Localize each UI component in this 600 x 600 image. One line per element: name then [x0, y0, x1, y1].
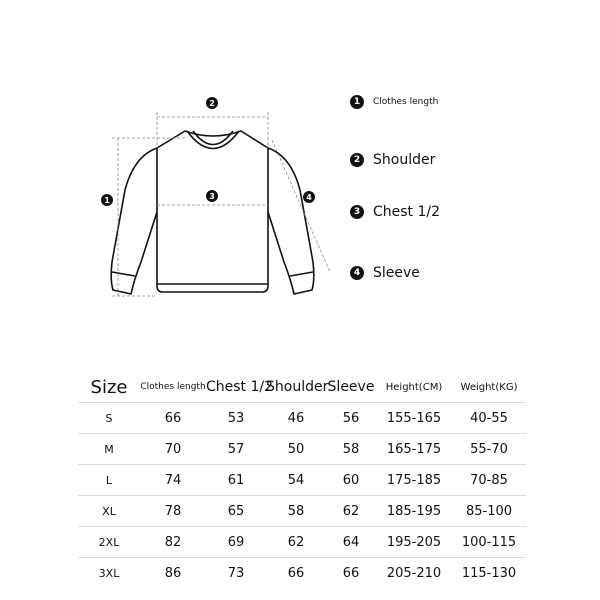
diagram-marker-1 [101, 194, 113, 206]
table-row [78, 527, 526, 558]
diagram-marker-2 [206, 97, 218, 109]
cell-value: 50 [266, 434, 326, 465]
measurement-legend [350, 92, 590, 292]
cell-value: 58 [266, 496, 326, 527]
cell-value: 100-115 [452, 527, 526, 558]
cell-value: 62 [326, 496, 376, 527]
cell-value: 70-85 [452, 465, 526, 496]
table-row [78, 558, 526, 589]
cell-value: 66 [287, 565, 305, 581]
measure-lines [112, 112, 330, 296]
cell-value: 46 [266, 403, 326, 434]
column-header: Height(CM) [376, 372, 452, 403]
number-1-icon: 1 [350, 95, 364, 109]
svg-text:1: 1 [104, 196, 110, 205]
cell-value: 195-205 [376, 527, 452, 558]
svg-text:3: 3 [209, 192, 215, 201]
table-row [78, 403, 526, 434]
cell-value: 57 [206, 434, 266, 465]
table-row [78, 465, 526, 496]
cell-value: 86 [164, 565, 182, 581]
cell-value: 78 [140, 496, 206, 527]
column-header: Clothes length [140, 372, 206, 403]
cell-value: 115-130 [461, 565, 517, 581]
cell-value: 60 [326, 465, 376, 496]
cell-value: 58 [326, 434, 376, 465]
cell-value: 53 [206, 403, 266, 434]
table-header-row [78, 372, 526, 403]
table-row [78, 434, 526, 465]
column-header: Chest 1/2 [206, 372, 266, 403]
legend-item-shoulder [350, 152, 435, 168]
cell-value: 65 [206, 496, 266, 527]
cell-value: 54 [266, 465, 326, 496]
diagram-marker-3 [206, 190, 218, 202]
cell-size: S [78, 403, 140, 434]
column-header: Sleeve [326, 372, 376, 403]
diagram-marker-4 [303, 191, 315, 203]
legend-label: Sleeve [373, 265, 420, 281]
cell-value: 55-70 [452, 434, 526, 465]
cell-value: 82 [140, 527, 206, 558]
cell-value: 155-165 [376, 403, 452, 434]
cell-size: M [78, 434, 140, 465]
number-3-icon: 3 [350, 205, 364, 219]
cell-value: 69 [206, 527, 266, 558]
cell-value: 62 [266, 527, 326, 558]
sweatshirt-outline-icon [111, 131, 314, 294]
legend-item-chest [350, 204, 440, 220]
cell-value: 185-195 [376, 496, 452, 527]
table-row [78, 496, 526, 527]
cell-value: 165-175 [376, 434, 452, 465]
cell-value: 74 [140, 465, 206, 496]
cell-value: 205-210 [386, 565, 442, 581]
column-header: Shoulder [266, 372, 326, 403]
cell-value: 175-185 [376, 465, 452, 496]
cell-size: 2XL [78, 527, 140, 558]
size-chart-table [78, 372, 526, 588]
legend-label: Clothes length [373, 97, 439, 107]
number-4-icon: 4 [350, 266, 364, 280]
cell-size: XL [78, 496, 140, 527]
legend-label: Shoulder [373, 152, 436, 168]
cell-value: 85-100 [452, 496, 526, 527]
cell-size: L [78, 465, 140, 496]
cell-value: 61 [206, 465, 266, 496]
cell-size: 3XL [98, 566, 120, 580]
cell-value: 66 [342, 565, 360, 581]
cell-value: 40-55 [452, 403, 526, 434]
svg-text:4: 4 [306, 193, 312, 202]
legend-label: Chest 1/2 [373, 204, 441, 220]
column-header: Size [78, 372, 140, 403]
number-2-icon: 2 [350, 153, 364, 167]
cell-value: 64 [326, 527, 376, 558]
column-header: Weight(KG) [452, 372, 526, 403]
legend-item-clothes-length [350, 95, 438, 109]
cell-value: 66 [140, 403, 206, 434]
cell-value: 56 [326, 403, 376, 434]
cell-value: 70 [140, 434, 206, 465]
svg-text:2: 2 [209, 99, 215, 108]
cell-value: 73 [227, 565, 245, 581]
legend-item-sleeve [350, 265, 420, 281]
